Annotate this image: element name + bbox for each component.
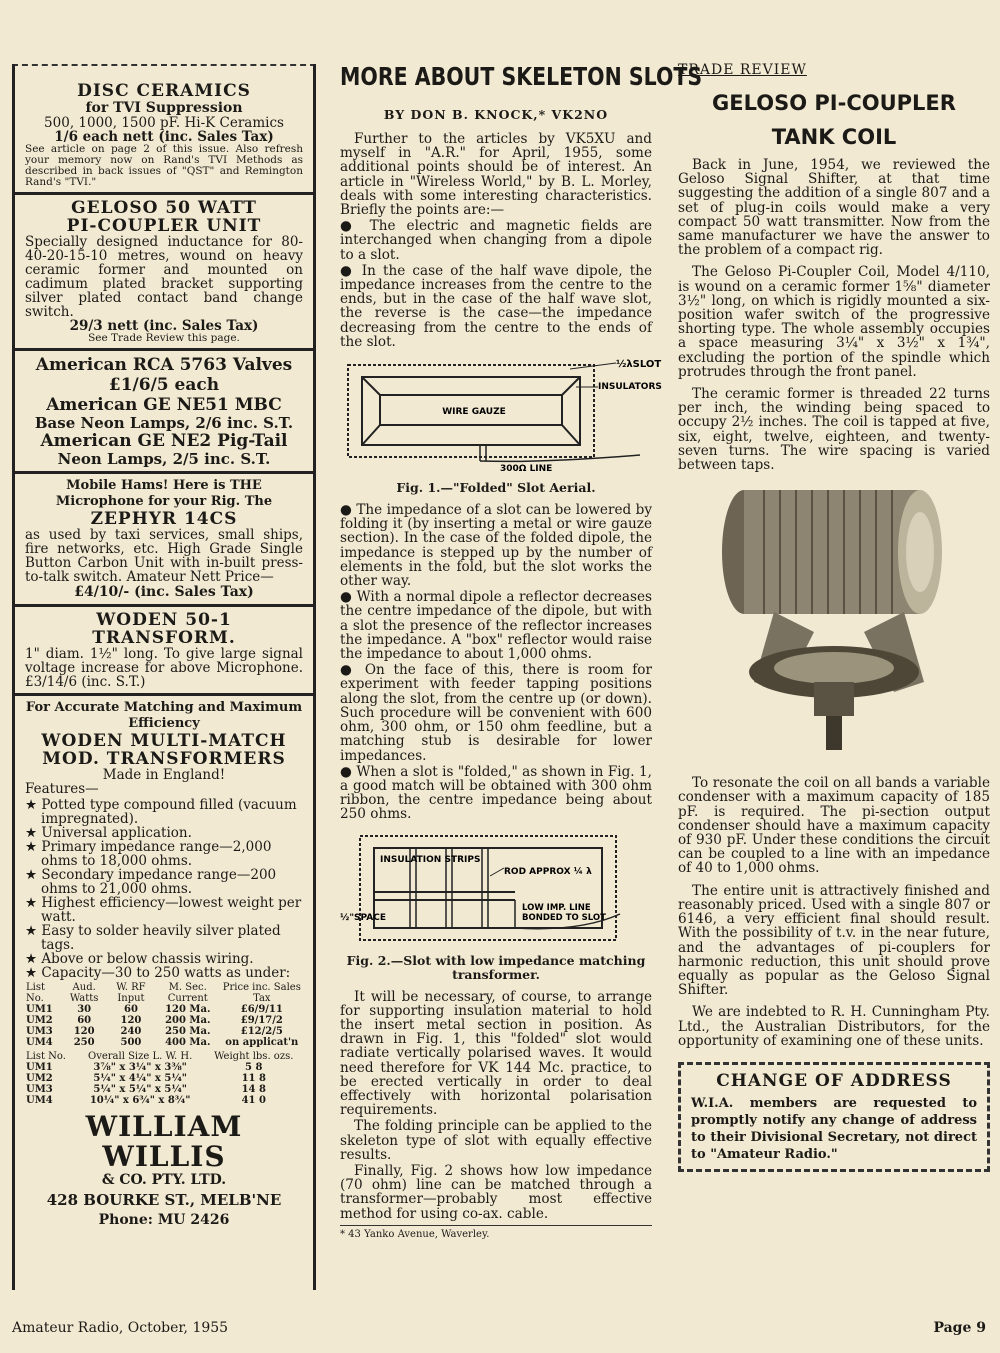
table-header-cell: Weight lbs. ozs. <box>214 1051 294 1062</box>
table-cell: 120 Ma. <box>165 1004 211 1015</box>
ad-geloso-unit <box>15 195 313 351</box>
figure-2 <box>340 828 652 950</box>
features-label: Features— <box>25 781 99 797</box>
paragraph: The entire unit is attractively finished and reasonably priced. Used with a single 807 or 6146, a very efficient final should result. With the possibility of t.v. in the near future, and the advantages of pi-couplers for harmonic reduction, this unit should prove equally as popular as the Geloso Signal Shifter. <box>678 882 990 999</box>
table-row <box>25 1084 303 1095</box>
spec-table-ratings <box>25 982 303 1048</box>
ad-heading: WODEN 50-1 TRANSFORM. <box>92 610 236 648</box>
paragraph: The ceramic former is threaded 22 turns per inch, the winding being spaced to occupy 2½ inches. The coil is tapped at five, six, eight, twelve, eighteen, and twenty-seven turns. The wire spacing is varied between taps. <box>678 386 990 474</box>
paragraph: Finally, Fig. 2 shows how low impedance (70 ohm) line can be matched through a transformer—probably most effective method for using co-ax. cable. <box>340 1162 652 1222</box>
ad-subheading: for TVI Suppression <box>85 100 243 116</box>
feature-item: ★ Easy to solder heavily silver plated tags. <box>25 923 281 953</box>
table-cell: UM1 <box>26 1004 53 1015</box>
ad-line: American GE NE51 MBC <box>46 395 282 415</box>
table-cell: UM2 <box>26 1015 53 1026</box>
ad-small-text: See article on page 2 of this issue. Also refresh your memory now on Rand's TVI Methods as described in back issues of "QST" and Remington Rand's "TVI." <box>25 143 303 188</box>
table-cell: 5¼" x 5¼" x 5¼" <box>93 1084 187 1095</box>
willis-name: WILLIAM WILLIS <box>85 1110 243 1173</box>
table-header-cell: List No. <box>26 982 45 1004</box>
willis-phone: Phone: MU 2426 <box>98 1212 230 1228</box>
paragraph: ● On the face of this, there is room for experiment with feeder tapping positions along the slot, from the centre up (or down). Such procedure will be convenient with 600 ohm, 300 ohm, or 150 ohm feedline, but a matching stub is desirable for lower impedances. <box>340 662 652 764</box>
feature-item: ★ Capacity—30 to 250 watts as under: <box>25 965 291 981</box>
table-cell: £12/2/5 <box>240 1026 283 1037</box>
willis-co: & CO. PTY. LTD. <box>101 1172 227 1188</box>
paragraph: To resonate the coil on all bands a variable condenser with a maximum capacity of 185 pF. is required. The pi-section output condenser should have a maximum capacity of 930 pF. Under these conditions the circuit can be coupled to a line with an impedance of 40 to 1,000 ohms. <box>678 775 990 877</box>
fig1-label-gauze: WIRE GAUZE <box>442 407 506 418</box>
ad-price: 29/3 nett (inc. Sales Tax) <box>69 318 259 334</box>
table-header-cell: M. Sec. Current <box>167 982 208 1004</box>
table-cell: 5 8 <box>245 1062 263 1073</box>
review-title-line2: TANK COIL <box>771 125 897 149</box>
coil-photo <box>704 482 964 762</box>
table-cell: 120 <box>120 1015 142 1026</box>
table-row <box>25 1073 303 1084</box>
table-cell: 400 Ma. <box>165 1037 211 1048</box>
ad-price: £4/10/- (inc. Sales Tax) <box>74 584 254 600</box>
ad-price: 1/6 each nett (inc. Sales Tax) <box>54 129 274 145</box>
ad-heading: MOD. TRANSFORMERS <box>42 749 286 769</box>
willis-address: 428 BOURKE ST., MELB'NE <box>46 1191 282 1209</box>
figure-1 <box>340 355 662 477</box>
table-row <box>25 1062 303 1073</box>
fig2-label-low-imp: LOW IMP. LINE <box>522 902 591 913</box>
table-cell: UM2 <box>26 1073 53 1084</box>
ad-line: American RCA 5763 Valves <box>35 355 293 375</box>
footnote: * 43 Yanko Avenue, Waverley. <box>340 1225 652 1240</box>
table-cell: 41 0 <box>241 1095 266 1106</box>
ad-line: Neon Lamps, 2/5 inc. S.T. <box>57 450 271 468</box>
table-header-cell: W. RF Input <box>116 982 146 1004</box>
ad-heading: WODEN MULTI-MATCH <box>41 731 287 751</box>
ad-heading: Mobile Hams! Here is THE Microphone for your Rig. The <box>55 478 273 509</box>
ad-text: Specially designed inductance for 80-40-20-15-10 metres, wound on heavy ceramic former and mounted on cadimum plated bracket supporting silver plated contact band change switch. <box>25 234 303 320</box>
figure-1-caption: Fig. 1.—"Folded" Slot Aerial. <box>396 480 596 496</box>
table-header-cell: Aud. Watts <box>69 982 99 1004</box>
ad-woden-multimatch <box>15 696 313 1232</box>
paragraph: Further to the articles by VK5XU and myself in "A.R." for April, 1955, some additional points should be of interest. An article in "Wireless World," by B. L. Morley, deals with some interesting characteristics. Briefly the points are:— <box>340 131 652 219</box>
fig1-label-slot: ½λSLOT <box>616 359 662 371</box>
ad-heading: PI-COUPLER UNIT <box>66 216 262 236</box>
fig2-label-space: ½"SPACE <box>340 912 386 923</box>
ad-text: as used by taxi services, small ships, fire networks, etc. High Grade Single Button Carbon Unit with in-built press-to-talk switch. Amateur Nett Price— <box>25 527 303 585</box>
table-cell: 120 <box>73 1026 95 1037</box>
table-cell: £9/17/2 <box>240 1015 283 1026</box>
ad-line: £1/6/5 each <box>108 375 220 395</box>
ad-line: American GE NE2 Pig-Tail <box>40 431 288 451</box>
section-kicker: TRADE REVIEW <box>678 62 807 78</box>
table-row <box>25 1037 303 1048</box>
table-row <box>25 1004 303 1015</box>
table-cell: 250 <box>73 1037 95 1048</box>
table-cell: 240 <box>120 1026 142 1037</box>
fig2-label-bonded: BONDED TO SLOT <box>522 912 606 923</box>
advertisement-column <box>12 64 316 1290</box>
table-cell: UM3 <box>26 1084 53 1095</box>
table-row <box>25 1095 303 1106</box>
table-header-cell: List No. <box>26 1051 66 1062</box>
box-text: W.I.A. members are requested to promptly notify any change of address to their Divisional Secretary, not direct to "Amateur Radio." <box>691 1095 977 1162</box>
footer-publication: Amateur Radio, October, 1955 <box>12 1320 229 1336</box>
fig2-label-strips: INSULATION STRIPS <box>380 854 481 865</box>
figure-2-caption: Fig. 2.—Slot with low impedance matching transformer. <box>346 952 646 982</box>
table-header-cell: Price inc. Sales Tax <box>222 982 301 1004</box>
review-title-line1: GELOSO PI-COUPLER <box>712 91 956 115</box>
footer-page-number: Page 9 <box>933 1320 986 1336</box>
table-row <box>25 1015 303 1026</box>
feature-item: ★ Universal application. <box>25 825 192 841</box>
matching-transformer-diagram <box>340 828 652 946</box>
table-cell: 60 <box>77 1015 92 1026</box>
table-cell: 14 8 <box>241 1084 266 1095</box>
ad-heading: For Accurate Matching and Maximum Efficiency <box>25 700 303 731</box>
article-byline: BY DON B. KNOCK,* VK2NO <box>383 107 609 122</box>
table-cell: on applicat'n <box>225 1037 299 1048</box>
paragraph: ● When a slot is "folded," as shown in Fig. 1, a good match will be obtained with 300 ohm ribbon, the centre impedance being about 250 ohms. <box>340 763 652 823</box>
table-cell: £6/9/11 <box>240 1004 283 1015</box>
table-header-cell: Overall Size L. W. H. <box>88 1051 193 1062</box>
table-cell: UM3 <box>26 1026 53 1037</box>
feature-item: ★ Secondary impedance range—200 ohms to 21,000 ohms. <box>25 867 277 897</box>
feature-item: ★ Highest efficiency—lowest weight per watt. <box>25 895 302 925</box>
table-cell: 5¼" x 4¼" x 5¼" <box>93 1073 187 1084</box>
table-cell: UM1 <box>26 1062 53 1073</box>
feature-item: ★ Primary impedance range—2,000 ohms to 18,000 ohms. <box>25 839 272 869</box>
folded-slot-diagram <box>340 355 662 475</box>
table-cell: 200 Ma. <box>165 1015 211 1026</box>
feature-item: ★ Potted type compound filled (vacuum impregnated). <box>25 797 297 827</box>
table-cell: 11 8 <box>241 1073 266 1084</box>
ad-woden-transformer <box>15 607 313 696</box>
change-of-address-box <box>678 1062 990 1172</box>
table-cell: 500 <box>120 1037 142 1048</box>
box-title: CHANGE OF ADDRESS <box>716 1070 952 1091</box>
features-list <box>25 798 303 980</box>
table-cell: 60 <box>123 1004 138 1015</box>
review-title <box>678 86 990 154</box>
paragraph: The folding principle can be applied to the skeleton type of slot with equally effective results. <box>340 1118 652 1163</box>
table-cell: 30 <box>77 1004 92 1015</box>
paragraph: ● With a normal dipole a reflector decreases the centre impedance of the dipole, but with a slot the presence of the reflector increases the impedance. A "box" reflector would raise the impedance to about 1,000 ohms. <box>340 589 652 663</box>
ad-see-text: See Trade Review this page. <box>88 332 240 344</box>
table-cell: 10¼" x 6¾" x 8¾" <box>89 1095 191 1106</box>
table-cell: 250 Ma. <box>165 1026 211 1037</box>
article-title: MORE ABOUT SKELETON SLOTS <box>340 62 703 91</box>
ad-text: 500, 1000, 1500 pF. Hi-K Ceramics <box>44 115 284 131</box>
ad-text: 1" diam. 1½" long. To give large signal voltage increase for above Microphone. £3/14/6 (inc. S.T.) <box>25 646 303 690</box>
ad-zephyr <box>15 474 313 607</box>
table-cell: 3⅞" x 3¼" x 3⅜" <box>93 1062 187 1073</box>
ad-line: Base Neon Lamps, 2/6 inc. S.T. <box>34 414 294 432</box>
paragraph: We are indebted to R. H. Cunningham Pty. Ltd., the Australian Distributors, for the opportunity of examining one of these units. <box>678 1004 990 1049</box>
table-cell: UM4 <box>26 1037 53 1048</box>
ad-made-in: Made in England! <box>102 767 226 783</box>
ad-disc-ceramics <box>15 64 313 195</box>
ad-heading: ZEPHYR 14CS <box>90 509 238 529</box>
review-column <box>678 62 990 1172</box>
table-cell: UM4 <box>26 1095 53 1106</box>
ad-valves <box>15 351 313 474</box>
ad-heading: GELOSO 50 WATT <box>71 198 257 218</box>
feature-item: ★ Above or below chassis wiring. <box>25 951 254 967</box>
paragraph: The Geloso Pi-Coupler Coil, Model 4/110, is wound on a ceramic former 1⅝" diameter 3½" long, on which is rigidly mounted a six-position wafer switch of the progressive shorting type. The whole assembly occupies a space measuring 3¼" x 3½" x 1¾", excluding the portion of the spindle which protrudes through the front panel. <box>678 264 990 380</box>
ad-heading: DISC CERAMICS <box>77 81 251 101</box>
paragraph: ● The electric and magnetic fields are interchanged when changing from a dipole to a slot. <box>340 218 652 263</box>
paragraph: It will be necessary, of course, to arrange for supporting insulation material to hold the insert metal section in position. As drawn in Fig. 1, this "folded" slot would radiate vertically polarised waves. It would need therefore for VK 144 Mc. practice, to be erected vertically in order to deal effectively with horizontal polarisation requirements. <box>340 988 652 1119</box>
fig1-label-line: 300Ω LINE <box>500 464 553 475</box>
paragraph: Back in June, 1954, we reviewed the Geloso Signal Shifter, at that time suggesting the addition of a single 807 and a set of plug-in coils would make a very compact 50 watt transmitter. Now from the same manufacturer we have the answer to the problem of a compact rig. <box>678 157 990 259</box>
table-row <box>25 1026 303 1037</box>
paragraph: ● In the case of the half wave dipole, the impedance increases from the centre to the ends, but in the case of the half wave slot, the reverse is the case—the impedance decreasing from the centre to the ends of the slot. <box>340 262 652 350</box>
paragraph: ● The impedance of a slot can be lowered by folding it (by inserting a metal or wire gauze section). In the case of the folded dipole, the impedance is stepped up by the number of elements in the fold, but the slot works the other way. <box>340 502 652 590</box>
spec-table-sizes <box>25 1051 303 1106</box>
fig1-label-insulators: INSULATORS <box>598 382 662 393</box>
fig2-label-rod: ROD APPROX ¼ λ <box>504 866 592 877</box>
article-column <box>340 62 703 1240</box>
